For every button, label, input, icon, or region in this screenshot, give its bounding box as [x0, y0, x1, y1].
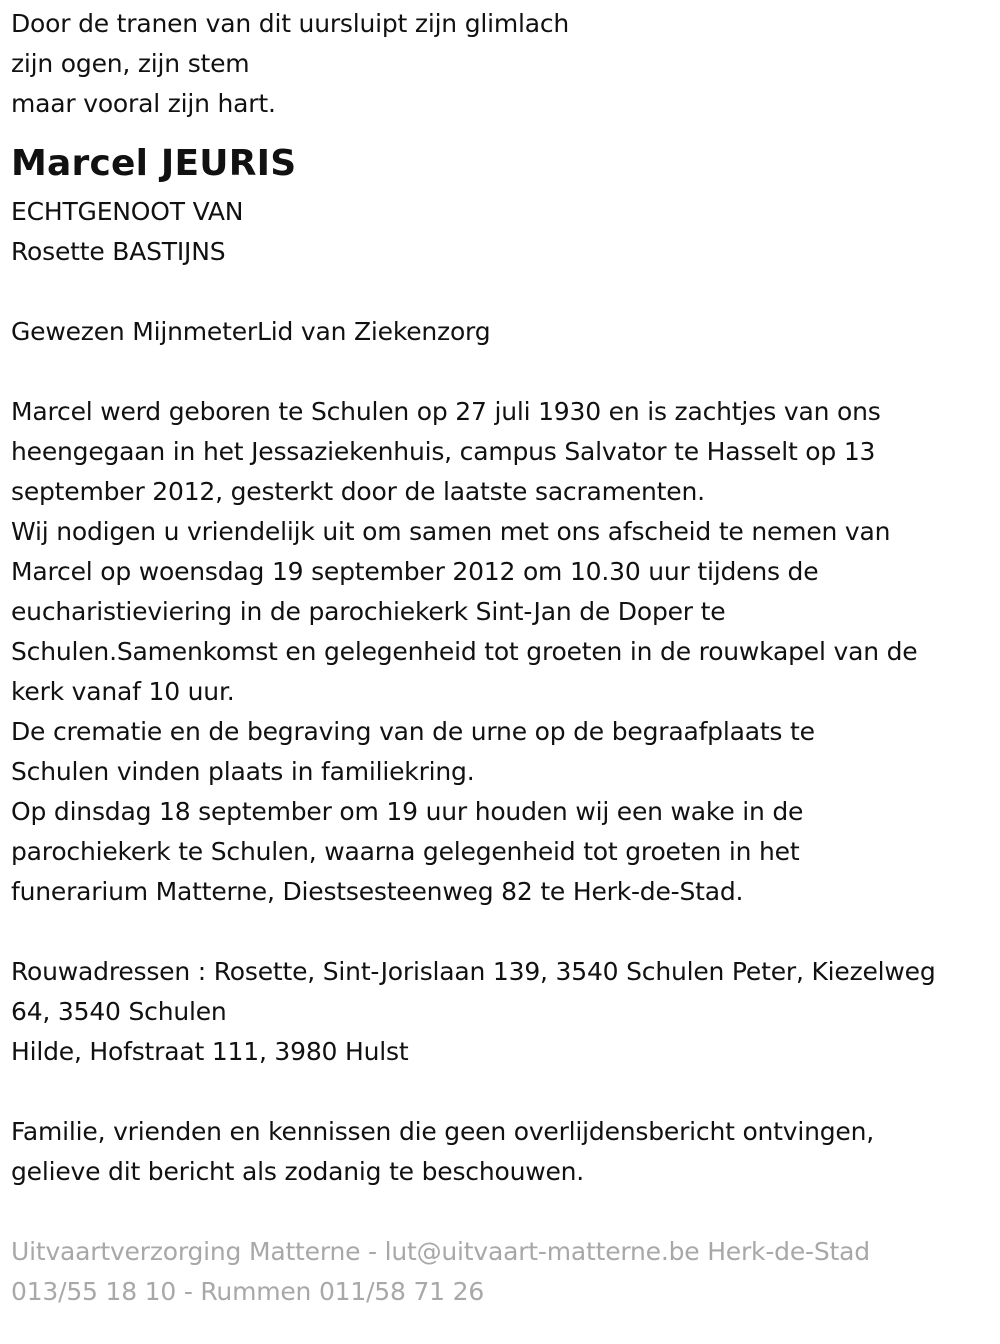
- footer-line: 013/55 18 10 - Rummen 011/58 71 26: [11, 1277, 485, 1306]
- notice-line: gelieve dit bericht als zodanig te beschouwen.: [11, 1157, 585, 1186]
- announcement-line: Schulen.Samenkomst en gelegenheid tot groeten in de rouwkapel van de: [11, 637, 918, 666]
- footer-line: Uitvaartverzorging Matterne - lut@uitvaart-matterne.be Herk-de-Stad: [11, 1237, 870, 1266]
- announcement-line: heengegaan in het Jessaziekenhuis, campus Salvator te Hasselt op 13: [11, 437, 876, 466]
- spouse-name: Rosette BASTIJNS: [11, 237, 226, 266]
- announcement-line: Op dinsdag 18 september om 19 uur houden wij een wake in de: [11, 797, 804, 826]
- notice-line: Familie, vrienden en kennissen die geen overlijdensbericht ontvingen,: [11, 1117, 875, 1146]
- spacer: [11, 912, 996, 952]
- mourning-addresses: [11, 952, 996, 1072]
- announcement-line: Marcel werd geboren te Schulen op 27 juli 1930 en is zachtjes van ons: [11, 397, 881, 426]
- spacer: [11, 1072, 996, 1112]
- deceased-name: Marcel JEURIS: [11, 143, 297, 184]
- announcement-body: [11, 392, 996, 912]
- spacer: [11, 352, 996, 392]
- announcement-line: eucharistieviering in de parochiekerk Sint-Jan de Doper te: [11, 597, 726, 626]
- announcement-line: kerk vanaf 10 uur.: [11, 677, 235, 706]
- poem-line: zijn ogen, zijn stem: [11, 49, 250, 78]
- announcement-line: funerarium Matterne, Diestsesteenweg 82 te Herk-de-Stad.: [11, 877, 744, 906]
- poem: [11, 4, 996, 124]
- address-line: Rouwadressen : Rosette, Sint-Jorislaan 139, 3540 Schulen Peter, Kiezelweg: [11, 957, 936, 986]
- announcement-line: Wij nodigen u vriendelijk uit om samen met ons afscheid te nemen van: [11, 517, 891, 546]
- announcement-line: Schulen vinden plaats in familiekring.: [11, 757, 475, 786]
- address-line: 64, 3540 Schulen: [11, 997, 227, 1026]
- membership-text: Gewezen MijnmeterLid van Ziekenzorg: [11, 317, 491, 346]
- poem-line: maar vooral zijn hart.: [11, 89, 276, 118]
- announcement-line: Marcel op woensdag 19 september 2012 om 10.30 uur tijdens de: [11, 557, 819, 586]
- announcement-line: De crematie en de begraving van de urne op de begraafplaats te: [11, 717, 815, 746]
- relation-label: ECHTGENOOT VAN: [11, 197, 244, 226]
- obituary-notice: [11, 4, 996, 1312]
- announcement-line: parochiekerk te Schulen, waarna gelegenheid tot groeten in het: [11, 837, 800, 866]
- poem-line: Door de tranen van dit uursluipt zijn glimlach: [11, 9, 570, 38]
- announcement-line: september 2012, gesterkt door de laatste sacramenten.: [11, 477, 705, 506]
- funeral-home-footer: [11, 1232, 996, 1312]
- spacer: [11, 1192, 996, 1232]
- spacer: [11, 272, 996, 312]
- notice-text: [11, 1112, 996, 1192]
- address-line: Hilde, Hofstraat 111, 3980 Hulst: [11, 1037, 409, 1066]
